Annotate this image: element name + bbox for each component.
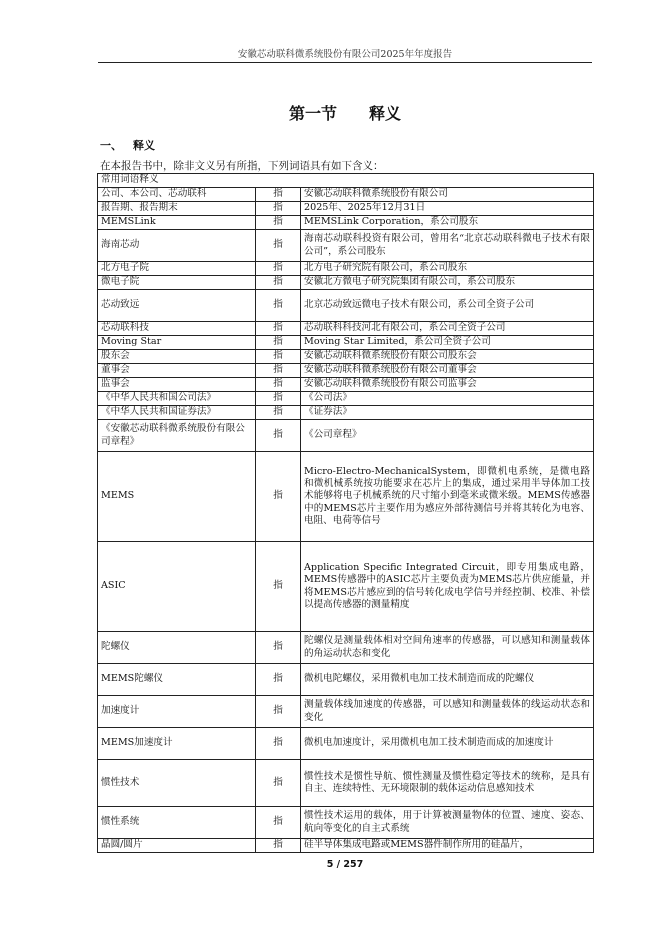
table-row <box>98 542 594 632</box>
table-row <box>98 760 594 807</box>
table-row <box>98 336 594 350</box>
table-row <box>98 664 594 696</box>
table-row <box>98 420 594 452</box>
ref-cell: 指 <box>256 364 301 378</box>
definition-cell: 《证券法》 <box>301 406 594 420</box>
table-row <box>98 392 594 406</box>
definition-cell: 陀螺仪是测量载体相对空间角速率的传感器，可以感知和测量载体的角运动状态和变化 <box>301 632 594 664</box>
definition-cell: 《公司法》 <box>301 392 594 406</box>
table-row <box>98 839 594 853</box>
definition-cell: 《公司章程》 <box>301 420 594 452</box>
ref-cell: 指 <box>256 230 301 262</box>
table-row <box>98 350 594 364</box>
ref-cell: 指 <box>256 420 301 452</box>
ref-cell: 指 <box>256 276 301 290</box>
term-cell: ASIC <box>98 542 256 632</box>
section-heading <box>100 137 155 153</box>
term-cell: 陀螺仪 <box>98 632 256 664</box>
definition-cell: 安徽北方微电子研究院集团有限公司，系公司股东 <box>301 276 594 290</box>
definition-cell: Application Specific Integrated Circuit，即专用集成电路，MEMS传感器中的ASIC芯片主要负责为MEMS芯片供应能量，并将MEMS芯片感应到的信号转化成电学信号并经控制、校准、补偿以提高传感器的测量精度 <box>301 542 594 632</box>
table-row <box>98 696 594 728</box>
definition-cell: 安徽芯动联科微系统股份有限公司董事会 <box>301 364 594 378</box>
ref-cell: 指 <box>256 216 301 230</box>
definition-cell: 硅半导体集成电路或MEMS器件制作所用的硅晶片， <box>301 839 594 853</box>
term-cell: MEMS <box>98 452 256 542</box>
ref-cell: 指 <box>256 336 301 350</box>
ref-cell: 指 <box>256 839 301 853</box>
definition-cell: 测量载体线加速度的传感器，可以感知和测量载体的线运动状态和变化 <box>301 696 594 728</box>
term-cell: MEMSLink <box>98 216 256 230</box>
definition-cell: 2025年、2025年12月31日 <box>301 202 594 216</box>
term-cell: 微电子院 <box>98 276 256 290</box>
definition-cell: 北方电子研究院有限公司，系公司股东 <box>301 262 594 276</box>
term-cell: 公司、本公司、芯动联科 <box>98 188 256 202</box>
term-cell: 《中华人民共和国公司法》 <box>98 392 256 406</box>
ref-cell: 指 <box>256 728 301 760</box>
table-row <box>98 230 594 262</box>
table-row <box>98 378 594 392</box>
ref-cell: 指 <box>256 202 301 216</box>
header-rule <box>98 62 592 63</box>
ref-cell: 指 <box>256 696 301 728</box>
table-caption-row <box>98 174 594 188</box>
term-cell: 董事会 <box>98 364 256 378</box>
ref-cell: 指 <box>256 188 301 202</box>
term-cell: 惯性技术 <box>98 760 256 807</box>
definition-cell: 惯性技术是惯性导航、惯性测量及惯性稳定等技术的统称，是具有自主、连续特性、无环境限制的载体运动信息感知技术 <box>301 760 594 807</box>
term-cell: 芯动致远 <box>98 290 256 322</box>
term-cell: 《中华人民共和国证券法》 <box>98 406 256 420</box>
term-cell: 北方电子院 <box>98 262 256 276</box>
definition-cell: MEMSLink Corporation，系公司股东 <box>301 216 594 230</box>
table-row <box>98 188 594 202</box>
intro-sentence: 在本报告书中，除非文义另有所指，下列词语具有如下含义： <box>100 160 384 172</box>
ref-cell: 指 <box>256 378 301 392</box>
term-cell: 芯动联科技 <box>98 322 256 336</box>
ref-cell: 指 <box>256 542 301 632</box>
table-row <box>98 290 594 322</box>
table-row <box>98 322 594 336</box>
table-row <box>98 364 594 378</box>
term-cell: 股东会 <box>98 350 256 364</box>
ref-cell: 指 <box>256 262 301 276</box>
term-cell: 《安徽芯动联科微系统股份有限公司章程》 <box>98 420 256 452</box>
definition-cell: 海南芯动联科投资有限公司，曾用名“北京芯动联科微电子技术有限公司”，系公司股东 <box>301 230 594 262</box>
ref-cell: 指 <box>256 350 301 364</box>
definition-cell: 芯动联科科技河北有限公司，系公司全资子公司 <box>301 322 594 336</box>
definition-cell: 北京芯动致远微电子技术有限公司，系公司全资子公司 <box>301 290 594 322</box>
term-cell: 惯性系统 <box>98 807 256 839</box>
term-cell: MEMS加速度计 <box>98 728 256 760</box>
ref-cell: 指 <box>256 632 301 664</box>
ref-cell: 指 <box>256 664 301 696</box>
term-cell: 报告期、报告期末 <box>98 202 256 216</box>
table-row <box>98 406 594 420</box>
section-number: 一、 <box>100 139 122 152</box>
term-cell: 海南芯动 <box>98 230 256 262</box>
running-header: 安徽芯动联科微系统股份有限公司2025年年度报告 <box>237 49 453 60</box>
term-cell: 晶圆/圆片 <box>98 839 256 853</box>
term-cell: MEMS陀螺仪 <box>98 664 256 696</box>
definition-cell: 微机电陀螺仪，采用微机电加工技术制造而成的陀螺仪 <box>301 664 594 696</box>
term-cell: 监事会 <box>98 378 256 392</box>
chapter-title: 第一节 释义 <box>288 104 401 123</box>
common-terms-label: 常用词语释义 <box>98 174 594 188</box>
ref-cell: 指 <box>256 807 301 839</box>
definition-cell: 安徽芯动联科微系统股份有限公司股东会 <box>301 350 594 364</box>
definitions-table <box>97 173 594 853</box>
table-row <box>98 632 594 664</box>
definition-cell: 安徽芯动联科微系统股份有限公司监事会 <box>301 378 594 392</box>
ref-cell: 指 <box>256 290 301 322</box>
table-row <box>98 202 594 216</box>
table-row <box>98 728 594 760</box>
table-row <box>98 262 594 276</box>
ref-cell: 指 <box>256 392 301 406</box>
definition-cell: Moving Star Limited，系公司全资子公司 <box>301 336 594 350</box>
table-row <box>98 276 594 290</box>
ref-cell: 指 <box>256 760 301 807</box>
ref-cell: 指 <box>256 452 301 542</box>
ref-cell: 指 <box>256 322 301 336</box>
ref-cell: 指 <box>256 406 301 420</box>
definition-cell: Micro-Electro-MechanicalSystem，即微机电系统，是微电路和微机械系统按功能要求在芯片上的集成，通过采用半导体加工技术能够将电子机械系统的尺寸缩小到毫米或微米级。MEMS传感器中的MEMS芯片主要作用为感应外部待测信号并将其转化为电容、电阻、电荷等信号 <box>301 452 594 542</box>
section-label: 释义 <box>133 139 155 152</box>
term-cell: Moving Star <box>98 336 256 350</box>
definition-cell: 惯性技术运用的载体，用于计算被测量物体的位置、速度、姿态、航向等变化的自主式系统 <box>301 807 594 839</box>
term-cell: 加速度计 <box>98 696 256 728</box>
table-row <box>98 807 594 839</box>
table-row <box>98 452 594 542</box>
definition-cell: 安徽芯动联科微系统股份有限公司 <box>301 188 594 202</box>
definition-cell: 微机电加速度计，采用微机电加工技术制造而成的加速度计 <box>301 728 594 760</box>
page-number: 5 / 257 <box>326 859 364 870</box>
table-row <box>98 216 594 230</box>
